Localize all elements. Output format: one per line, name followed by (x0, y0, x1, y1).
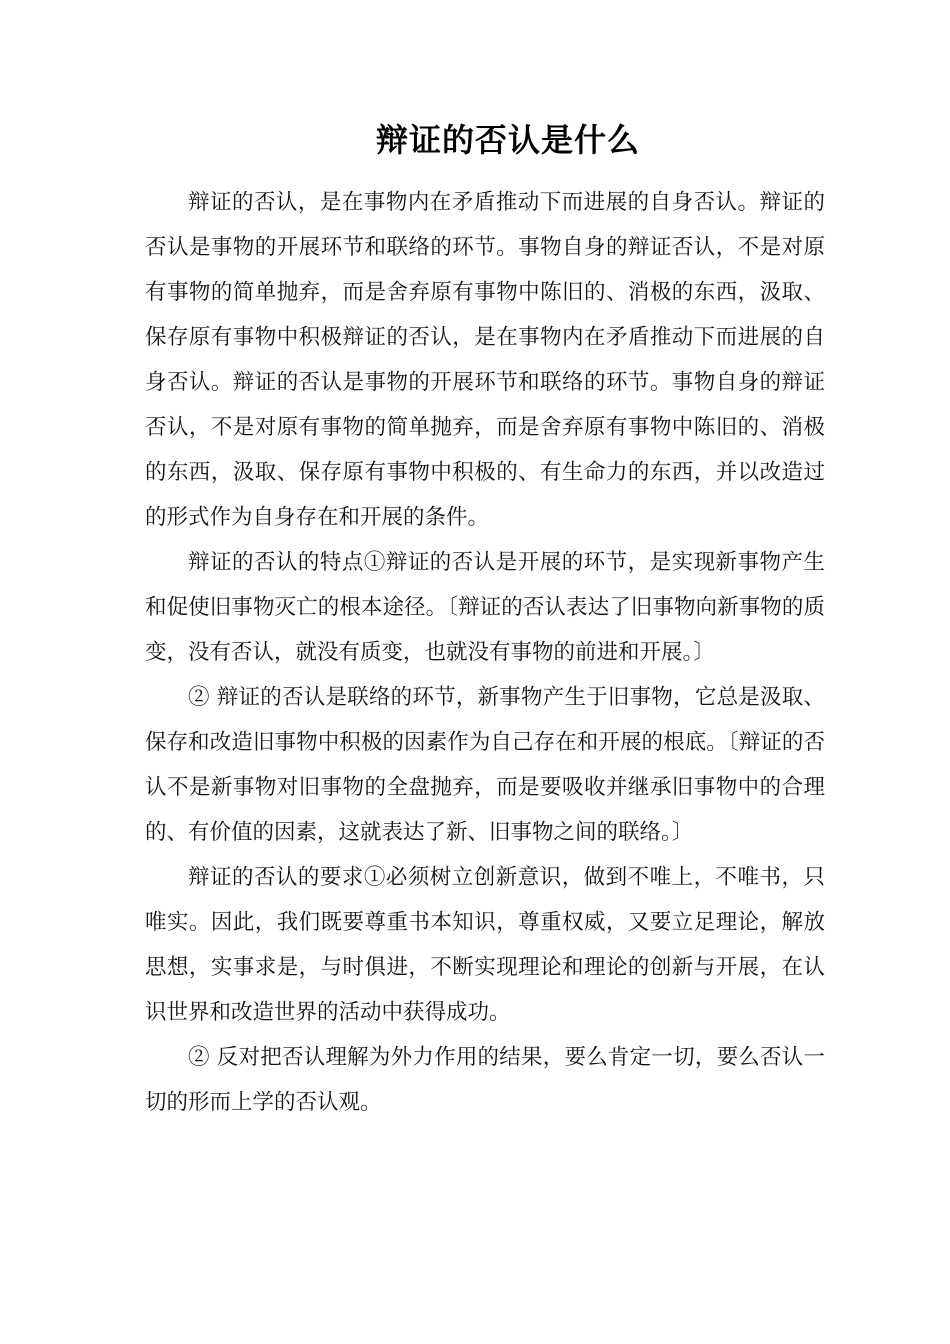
document-title: 辩证的否认是什么 (375, 121, 640, 159)
paragraph-requirements-2: ② 反对把否认理解为外力作用的结果，要么肯定一切，要么否认一切的形而上学的否认观。 (145, 1045, 825, 1115)
paragraph-features-2: ② 辩证的否认是联络的环节，新事物产生于旧事物，它总是汲取、保存和改造旧事物中积极的因素作为自己存在和开展的根底。〔辩证的否认不是新事物对旧事物的全盘抛弃，而是要吸收并继承旧事物中的合理的、有价值的因素，这就表达了新、旧事物之间的联络。〕 (145, 685, 825, 845)
paragraph-features-1: 辩证的否认的特点①辩证的否认是开展的环节，是实现新事物产生和促使旧事物灭亡的根本途径。〔辩证的否认表达了旧事物向新事物的质变，没有否认，就没有质变，也就没有事物的前进和开展。〕 (145, 550, 825, 665)
document-body (145, 180, 825, 1125)
paragraph-definition: 辩证的否认，是在事物内在矛盾推动下而进展的自身否认。辩证的否认是事物的开展环节和联络的环节。事物自身的辩证否认，不是对原有事物的简单抛弃，而是舍弃原有事物中陈旧的、消极的东西，汲取、保存原有事物中积极辩证的否认，是在事物内在矛盾推动下而进展的自身否认。辩证的否认是事物的开展环节和联络的环节。事物自身的辩证否认，不是对原有事物的简单抛弃，而是舍弃原有事物中陈旧的、消极的东西，汲取、保存原有事物中积极的、有生命力的东西，并以改造过的形式作为自身存在和开展的条件。 (145, 190, 825, 530)
paragraph-requirements-1: 辩证的否认的要求①必须树立创新意识，做到不唯上，不唯书，只唯实。因此，我们既要尊重书本知识，尊重权威，又要立足理论，解放思想，实事求是，与时俱进，不断实现理论和理论的创新与开展，在认识世界和改造世界的活动中获得成功。 (145, 865, 825, 1025)
